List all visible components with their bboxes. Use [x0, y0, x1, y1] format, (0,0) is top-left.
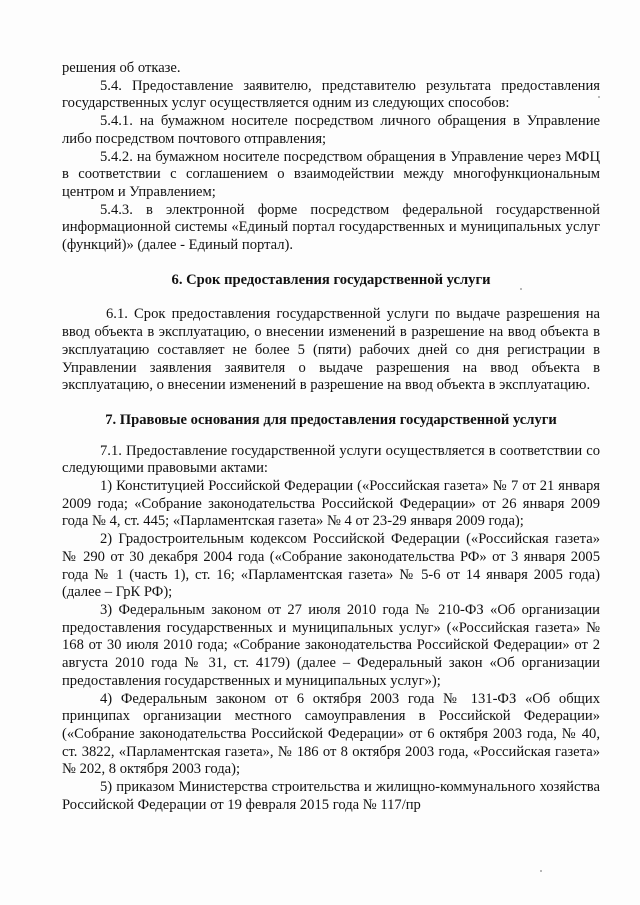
section-heading: 6. Срок предоставления государственной услуги	[171, 271, 491, 288]
paragraph: решения об отказе.	[62, 60, 181, 76]
section-heading: 7. Правовые основания для предоставления государственной услуги	[105, 411, 557, 428]
list-item: 2) Градостроительным кодексом Российской Федерации («Российская газета» № 290 от 30 декабря 2004 года («Собрание законодательства РФ» от 3 января 2005 года № 1 (часть 1), ст. 16; «Парламентская газета» № 5-6 от 14 января 2005 года) (далее – ГрК РФ);	[62, 531, 600, 601]
list-item: 5) приказом Министерства строительства и жилищно-коммунального хозяйства Российской Федерации от 19 февраля 2015 года № 117/пр	[62, 779, 600, 813]
paragraph: 6.1. Срок предоставления государственной услуги по выдаче разрешения на ввод объекта в эксплуатацию, о внесении изменений в разрешение на ввод объекта в эксплуатацию составляет не более 5 (пяти) рабочих дней со дня регистрации в Управлении заявления заявителя о выдаче разрешения на ввод объекта в эксплуатацию, о внесении изменений в разрешение на ввод объекта в эксплуатацию.	[62, 306, 600, 394]
paragraph: 5.4.2. на бумажном носителе посредством обращения в Управление через МФЦ в соответствии с соглашением о взаимодействии между многофункциональным центром и Управлением;	[62, 148, 600, 200]
list-item: 4) Федеральным законом от 6 октября 2003 года № 131-ФЗ «Об общих принципах организации местного самоуправления в Российской Федерации» («Собрание законодательства Российской Федерации» от 6 октября 2003 года, № 40, ст. 3822, «Парламентская газета», № 186 от 8 октября 2003 года, «Российская газета» № 202, 8 октября 2003 года);	[62, 690, 600, 778]
document-body	[62, 60, 600, 814]
scan-speck	[540, 870, 542, 872]
paragraph: 5.4. Предоставление заявителю, представителю результата предоставления государственных услуг осуществляется одним из следующих способов:	[62, 77, 600, 112]
paragraph: 7.1. Предоставление государственной услуги осуществляется в соответствии со следующими правовыми актами:	[62, 442, 600, 477]
paragraph: 5.4.3. в электронной форме посредством федеральной государственной информационной системы «Единый портал государственных и муниципальных услуг (функций)» (далее - Единый портал).	[62, 201, 600, 254]
list-item: 3) Федеральным законом от 27 июля 2010 года № 210-ФЗ «Об организации предоставления государственных и муниципальных услуг» («Российская газета» № 168 от 30 июля 2010 года; «Собрание законодательства Российской Федерации» от 2 августа 2010 года № 31, ст. 4179) (далее – Федеральный закон «Об организации предоставления государственных и муниципальных услуг»);	[62, 601, 600, 689]
list-item: 1) Конституцией Российской Федерации («Российская газета» № 7 от 21 января 2009 года; «Собрание законодательства Российской Федерации» от 26 января 2009 года № 4, ст. 445; «Парламентская газета» № 4 от 23-29 января 2009 года);	[62, 478, 600, 530]
paragraph: 5.4.1. на бумажном носителе посредством личного обращения в Управление либо посредством почтового отправления;	[62, 113, 600, 147]
